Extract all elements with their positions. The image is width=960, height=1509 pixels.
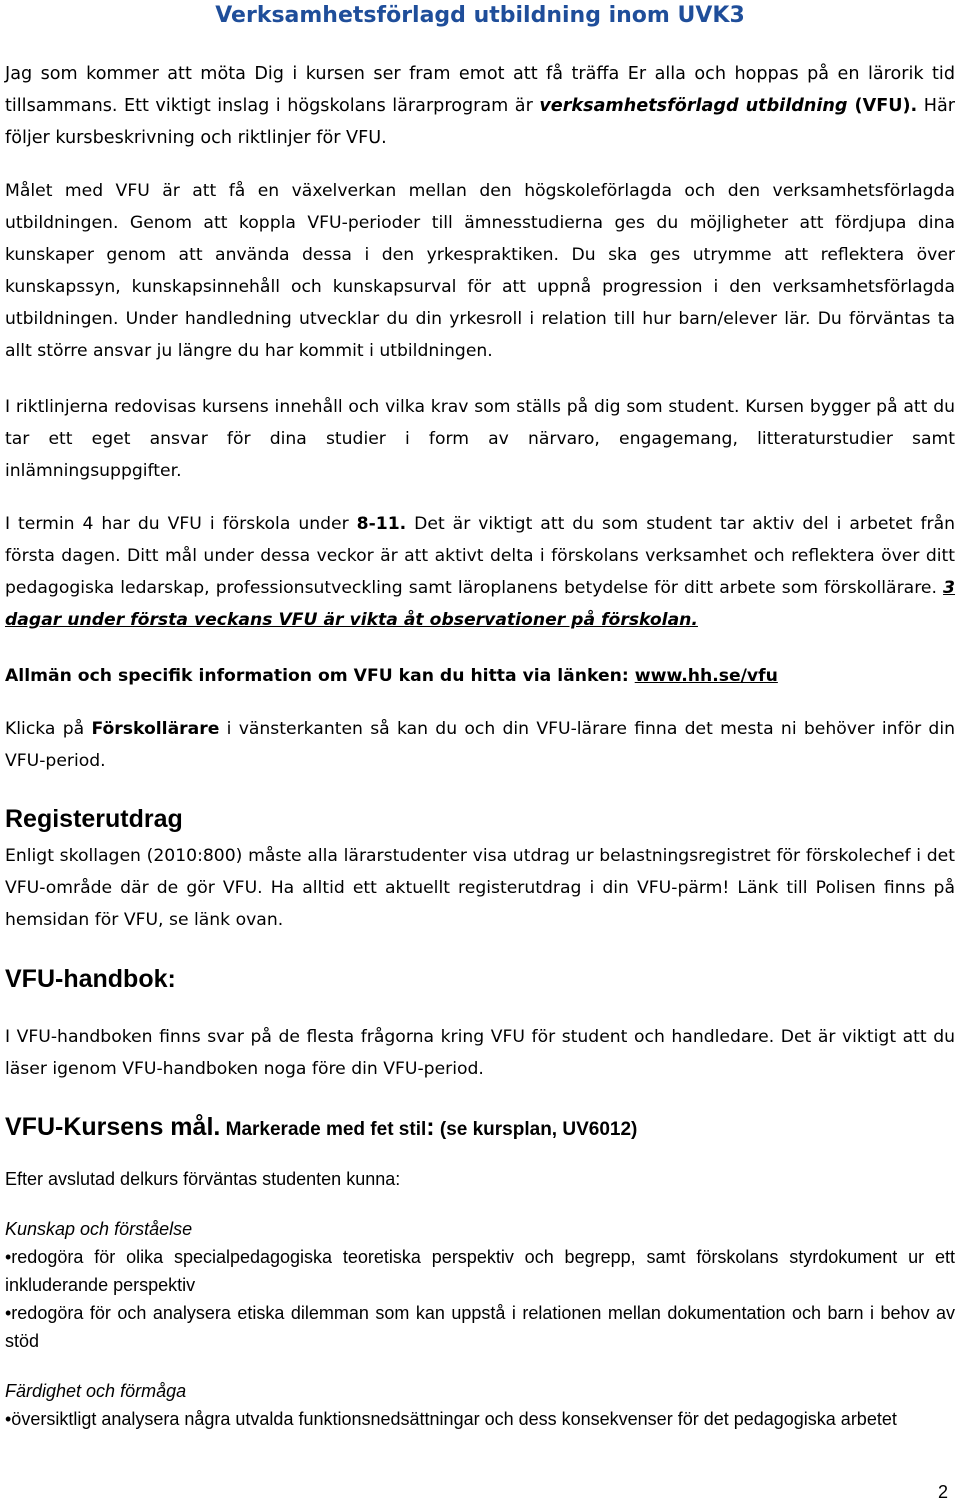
kursmal-heading [5, 1111, 637, 1146]
guidelines-paragraph: I riktlinjerna redovisas kursens innehåll och vilka krav som ställs på dig som student. Kursen bygger på att du tar ett eget ansvar för dina studier i form av närvaro, engagemang, litteraturstudier samt inlämningsuppgifter. [5, 397, 955, 481]
click-paragraph [5, 713, 955, 777]
kursmal-heading-main: VFU-Kursens mål. [5, 1113, 221, 1141]
handbok-paragraph: I VFU-handboken finns svar på de flesta frågorna kring VFU för student och handledare. Det är viktigt att du läser igenom VFU-handboken noga före din VFU-period. [5, 1027, 955, 1079]
section-title-knowledge: Kunskap och förståelse [5, 1219, 193, 1239]
vfu-website-link[interactable]: www.hh.se/vfu [634, 666, 778, 686]
observation-emphasis: 3 dagar under första veckans VFU är vikta åt observationer på förskolan. [5, 578, 955, 630]
list-item: •redogöra för olika specialpedagogiska teoretiska perspektiv och begrepp, samt förskolans styrdokument ur ett inkluderande perspektiv [5, 1247, 955, 1295]
vfu-abbreviation: (VFU). [847, 96, 918, 116]
section-title-skills: Färdighet och förmåga [5, 1381, 187, 1401]
page-title: Verksamhetsförlagd utbildning inom UVK3 [215, 3, 745, 28]
goal-paragraph: Målet med VFU är att få en växelverkan mellan den högskoleförlagda och den verksamhetsförlagda utbildningen. Genom att koppla VFU-perioder till ämnesstudierna ges du möjligheter att fördjupa dina kunskaper genom att använda dessa i den yrkespraktiken. Du ska ges utrymme att reflektera över kunskapssyn, kunskapsinnehåll och kunskapsurval för att uppnå progression i den verksamhetsförlagda utbildningen. Under handledning utvecklar du din yrkesroll i relation till hur barn/elever lär. Du förväntas ta allt större ansvar ju längre du har kommit i utbildningen. [5, 181, 955, 361]
info-link-text: Allmän och specifik information om VFU kan du hitta via länken: [5, 666, 635, 686]
kursmal-heading-colon: : [426, 1113, 435, 1141]
intro-text: Jag som kommer att möta Dig i kursen ser fram emot att få träffa Er alla och hoppas på en lärorik tid tillsammans. Ett viktigt inslag i högskolans lärarprogram är [5, 64, 955, 116]
click-text: Klicka på [5, 719, 92, 739]
kursmal-heading-note: Markerade med fet stil [220, 1119, 427, 1140]
intro-text-end: Här följer kursbeskrivning och riktlinjer för VFU. [5, 96, 956, 148]
list-item: •översiktligt analysera några utvalda funktionsnedsättningar och dess konsekvenser för det pedagogiska arbetet [5, 1409, 897, 1429]
forskollarare-label: Förskollärare [91, 719, 220, 739]
term-text: I termin 4 har du VFU i förskola under [5, 514, 357, 534]
list-item: •redogöra för och analysera etiska dilemman som kan uppstå i relationen mellan dokumentation och barn i behov av stöd [5, 1303, 955, 1351]
registerutdrag-heading: Registerutdrag [5, 805, 183, 833]
registerutdrag-paragraph: Enligt skollagen (2010:800) måste alla lärarstudenter visa utdrag ur belastningsregistret för förskolechef i det VFU-område där de gör VFU. Ha alltid ett aktuellt registerutdrag i din VFU-pärm! Länk till Polisen finns på hemsidan för VFU, se länk ovan. [5, 846, 955, 930]
info-link-line [5, 660, 955, 692]
term-paragraph [5, 508, 955, 636]
click-text-2: i vänsterkanten så kan du och din VFU-lärare finna det mesta ni behöver inför din VFU-period. [5, 719, 956, 771]
handbok-heading: VFU-handbok: [5, 965, 176, 993]
page-number: 2 [938, 1482, 949, 1502]
kursmal-lead: Efter avslutad delkurs förväntas studenten kunna: [5, 1169, 401, 1189]
intro-paragraph [5, 58, 955, 154]
term-weeks: 8-11. [356, 514, 407, 534]
kursmal-heading-ref: (se kursplan, UV6012) [434, 1119, 638, 1140]
term-text-2: Det är viktigt att du som student tar aktiv del i arbetet från första dagen. Ditt mål under dessa veckor är att aktivt delta i förskolans verksamhet och reflektera över ditt pedagogiska ledarskap, professionsutveckling samt läroplanens betydelse för ditt arbete som förskollärare. [5, 514, 956, 598]
vfu-term-emphasis: verksamhetsförlagd utbildning [539, 96, 848, 116]
